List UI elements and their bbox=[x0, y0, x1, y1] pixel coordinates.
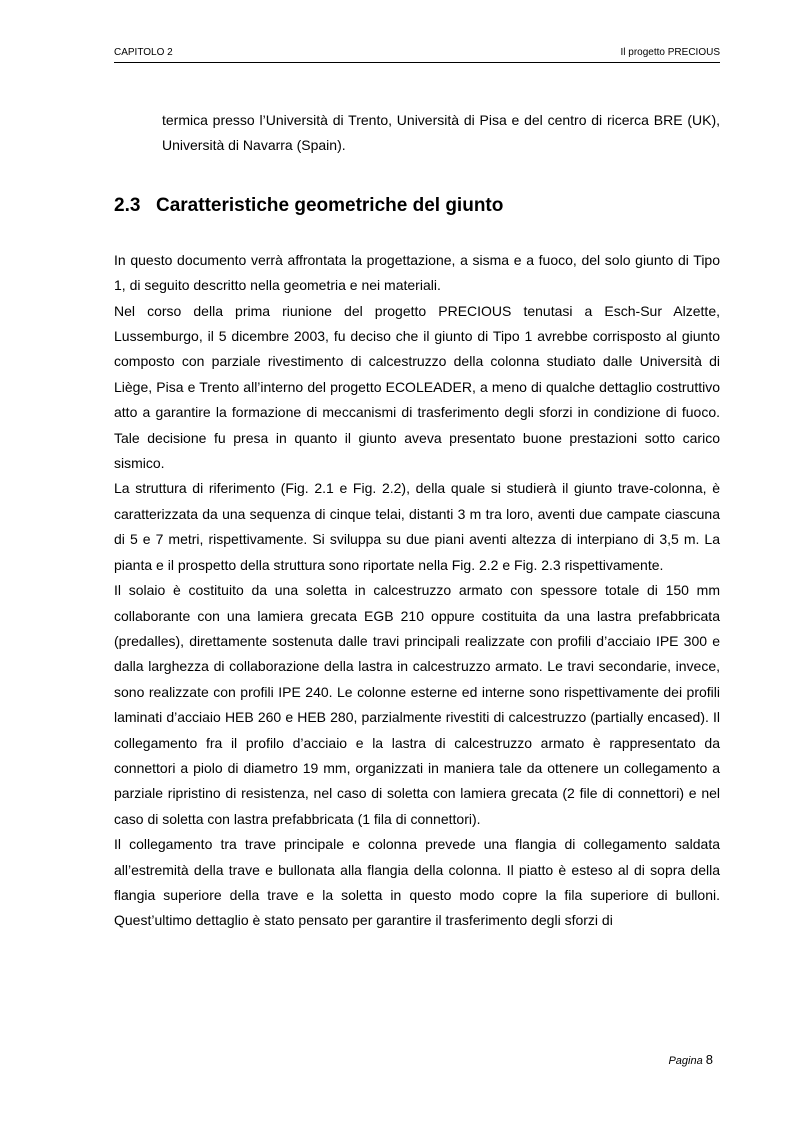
page-number: 8 bbox=[705, 1052, 713, 1067]
continuation-paragraph: termica presso l’Università di Trento, Università di Pisa e del centro di ricerca BRE (UK), Università di Navarra (Spain). bbox=[162, 112, 720, 154]
page-footer bbox=[668, 1052, 713, 1069]
paragraph-reference-structure: La struttura di riferimento (Fig. 2.1 e Fig. 2.2), della quale si studierà il giunto trave-colonna, è caratterizzata da una sequenza di cinque telai, distanti 3 m tra loro, aventi due campate ciascuna di 5 e 7 metri, rispettivamente. Si sviluppa su due piani aventi altezza di interpiano di 3,5 m. La pianta e il prospetto della struttura sono riportate nella Fig. 2.2 e Fig. 2.3 rispettivamente. bbox=[114, 480, 720, 573]
section-number: 2.3 bbox=[114, 194, 141, 216]
paragraph-meeting: Nel corso della prima riunione del progetto PRECIOUS tenutasi a Esch-Sur Alzette, Lussemburgo, il 5 dicembre 2003, fu deciso che il giunto di Tipo 1 avrebbe corrisposto al giunto composto con parziale rivestimento di calcestruzzo della colonna studiato dalle Università di Liège, Pisa e Trento all’interno del progetto ECOLEADER, a meno di qualche dettaglio costruttivo atto a garantire la formazione di meccanismi di trasferimento degli sforzi in condizione di fuoco. Tale decisione fu presa in quanto il giunto aveva presentato buone prestazioni sotto carico sismico. bbox=[114, 302, 720, 472]
section-heading bbox=[114, 192, 720, 220]
page-body bbox=[114, 108, 720, 934]
running-title: Il progetto PRECIOUS bbox=[620, 47, 720, 58]
paragraph-connection: Il collegamento tra trave principale e colonna prevede una flangia di collegamento saldata all’estremità della trave e bullonata alla flangia della colonna. Il piatto è esteso al di sopra della flangia superiore della trave e la soletta in questo modo copre la fila superiore di bulloni. Quest’ultimo dettaglio è stato pensato per garantire il trasferimento degli sforzi di bbox=[114, 836, 720, 929]
section-title: Caratteristiche geometriche del giunto bbox=[156, 194, 504, 216]
paragraph-scope: In questo documento verrà affrontata la progettazione, a sisma e a fuoco, del solo giunto di Tipo 1, di seguito descritto nella geometria e nei materiali. bbox=[114, 251, 720, 294]
page-label: Pagina bbox=[668, 1055, 703, 1067]
chapter-label: CAPITOLO 2 bbox=[114, 47, 173, 58]
paragraph-floor-system: Il solaio è costituito da una soletta in calcestruzzo armato con spessore totale di 150 mm collaborante con una lamiera grecata EGB 210 oppure costituita da una lastra prefabbricata (predalles), direttamente sostenuta dalle travi principali realizzate con profili d’acciaio IPE 300 e dalla larghezza di collaborazione della lastra in calcestruzzo armato. Le travi secondarie, invece, sono realizzate con profili IPE 240. Le colonne esterne ed interne sono rispettivamente dei profili laminati d’acciaio HEB 260 e HEB 280, parzialmente rivestiti di calcestruzzo (partially encased). Il collegamento fra il profilo d’acciaio e la lastra di calcestruzzo armato è rappresentato da connettori a piolo di diametro 19 mm, organizzati in maniera tale da ottenere un collegamento a parziale ripristino di resistenza, nel caso di soletta con lamiera grecata (2 file di connettori) e nel caso di soletta con lastra prefabbricata (1 fila di connettori). bbox=[114, 582, 720, 827]
page-header bbox=[114, 44, 720, 63]
